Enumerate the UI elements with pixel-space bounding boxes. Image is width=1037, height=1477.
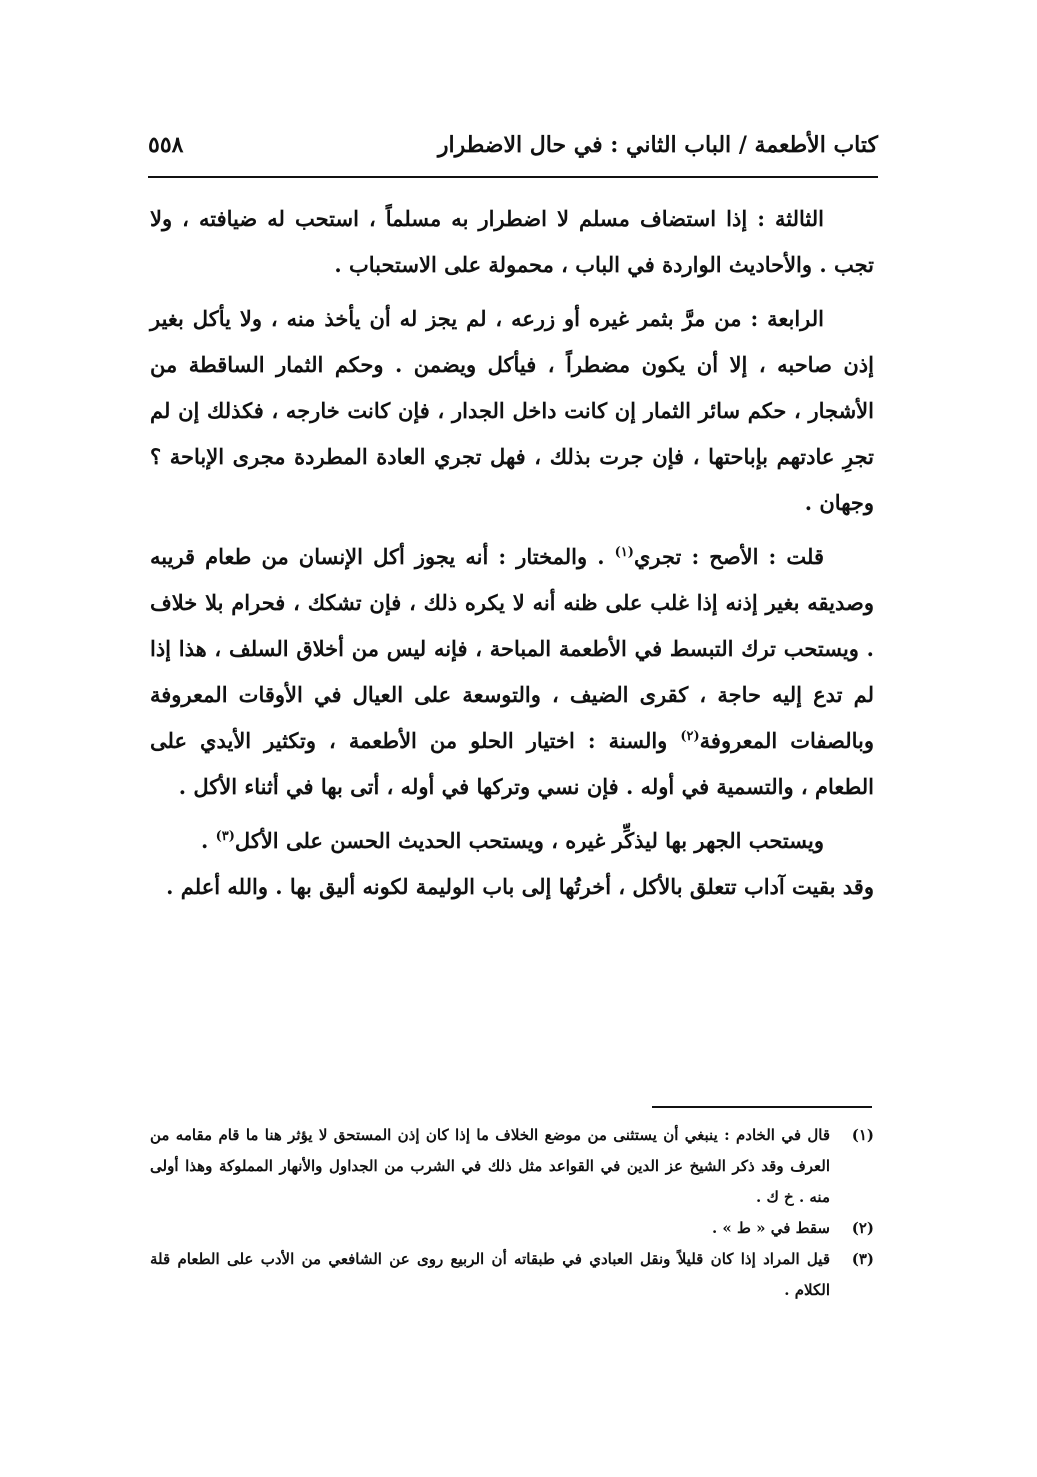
footnote-3 — [150, 1244, 874, 1306]
main-text — [150, 196, 874, 918]
footnote-number: (٣) — [851, 1250, 874, 1268]
footnote-2 — [150, 1213, 874, 1244]
header-divider — [148, 176, 878, 178]
paragraph-third-issue: الثالثة : إذا استضاف مسلم لا اضطرار به مسلماً ، استحب له ضيافته ، ولا تجب . والأحاديث الواردة في الباب ، محمولة على الاستحباب . — [150, 206, 874, 277]
page-number: ٥٥٨ — [148, 132, 184, 158]
paragraph-qultu-part-3: والسنة : اختيار الحلو من الأطعمة ، وتكثير الأيدي على الطعام ، والتسمية في أوله . فإن نسي وتركها في أوله ، أتى بها في أثناء الأكل . — [150, 728, 874, 799]
footnote-text: قيل المراد إذا كان قليلاً ونقل العبادي في طبقاته أن الربيع روى عن الشافعي من الأدب على الطعام قلة الكلام . — [150, 1250, 830, 1299]
paragraph-jahr-part-1: ويستحب الجهر بها ليذكِّر غيره ، ويستحب الحديث الحسن على الأكل — [234, 828, 824, 853]
footnote-1 — [150, 1120, 874, 1213]
footnote-divider — [652, 1106, 872, 1108]
footnote-ref-1: (١) — [614, 545, 634, 560]
paragraph-qultu — [150, 534, 874, 810]
running-title: كتاب الأطعمة / الباب الثاني : في حال الاضطرار — [437, 132, 878, 158]
footnote-number: (٢) — [851, 1219, 874, 1237]
paragraph-closing: وقد بقيت آداب تتعلق بالأكل ، أخرتُها إلى باب الوليمة لكونه أليق بها . والله أعلم . — [166, 874, 874, 899]
paragraph-fourth-issue: الرابعة : من مرَّ بثمر غيره أو زرعه ، لم يجز له أن يأخذ منه ، ولا يأكل بغير إذن صاحبه ، إلا أن يكون مضطراً ، فيأكل ويضمن . وحكم الثمار الساقطة من الأشجار ، حكم سائر الثمار إن كانت داخل الجدار ، فإن كانت خارجه ، فكذلك إن لم تجرِ عادتهم بإباحتها ، فإن جرت بذلك ، فهل تجري العادة المطردة مجرى الإباحة ؟ وجهان . — [150, 306, 874, 515]
footnote-number: (١) — [851, 1126, 874, 1144]
footnotes — [150, 1120, 874, 1306]
footnote-ref-3: (٣) — [215, 829, 235, 844]
paragraph-jahr — [150, 818, 874, 864]
paragraph-qultu-part-1: قلت : الأصح : تجري — [633, 544, 824, 569]
paragraph-jahr-part-2: . — [201, 828, 216, 853]
running-header — [148, 128, 878, 174]
footnote-text: قال في الخادم : ينبغي أن يستثنى من موضع الخلاف ما إذا كان إذن المستحق لا يؤثر هنا ما قام مقامه من العرف وقد ذكر الشيخ عز الدين في القواعد مثل ذلك في الشرب من الجداول والأنهار المملوكة وهذا أولى منه . خ ك . — [150, 1126, 830, 1206]
footnote-ref-2: (٢) — [680, 729, 700, 744]
footnote-text: سقط في « ط » . — [711, 1219, 830, 1237]
paragraph-qultu-part-2: . والمختار : أنه يجوز أكل الإنسان من طعام قريبه وصديقه بغير إذنه إذا غلب على ظنه أنه لا يكره ذلك ، فإن تشكك ، فحرام بلا خلاف . ويستحب ترك التبسط في الأطعمة المباحة ، فإنه ليس من أخلاق السلف ، هذا إذا لم تدع إليه حاجة ، كقرى الضيف ، والتوسعة على العيال في الأوقات المعروفة وبالصفات المعروفة — [150, 544, 874, 753]
